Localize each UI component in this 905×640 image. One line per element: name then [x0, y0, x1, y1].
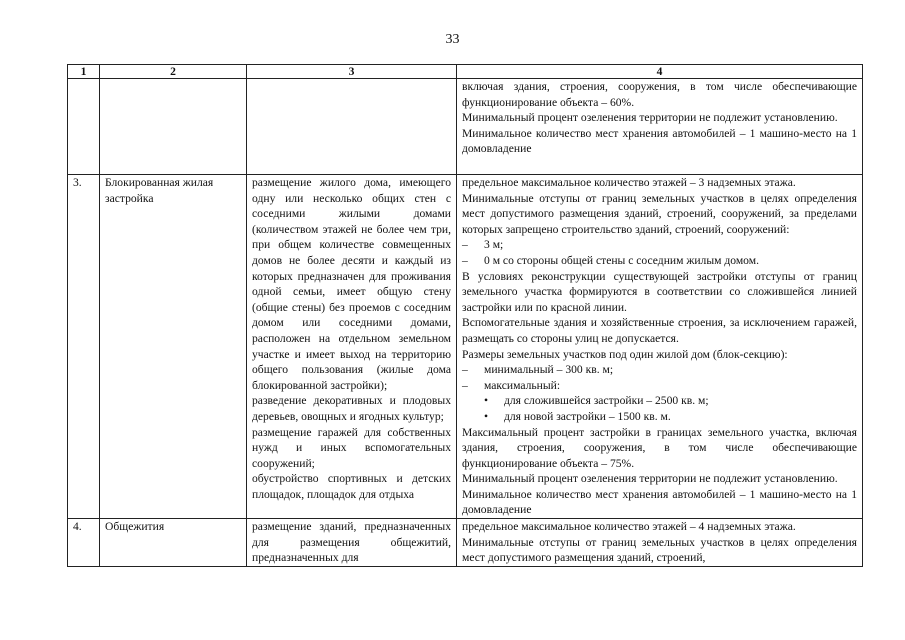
param-text: Минимальное количество мест хранения автомобилей – 1 машино-место на 1 домовладение [462, 487, 857, 517]
use-text: размещение гаражей для собственных нужд и иных вспомогательных сооружений; [252, 425, 451, 470]
header-col-1: 1 [68, 65, 100, 79]
cell-name [100, 79, 247, 175]
param-text: Размеры земельных участков под один жилой дом (блок-секцию): [462, 347, 788, 361]
cell-params [457, 79, 863, 175]
bullet-marker: • [484, 409, 489, 423]
param-text: Максимальный процент застройки в границах земельного участка, включая здания, строения, сооружения, в том числе обеспечивающие функционирование объекта – 75%. [462, 425, 857, 470]
row-number: 4. [68, 519, 100, 567]
param-text: предельное максимальное количество этажей – 4 надземных этажа. [462, 520, 796, 534]
bullet-item: • для сложившейся застройки – 2500 кв. м; [484, 394, 709, 408]
param-text: Минимальное количество мест хранения автомобилей – 1 машино-место на 1 домовладение [462, 126, 857, 156]
row-name: Блокированная жилая застройка [100, 175, 247, 519]
table-row-continuation [68, 79, 863, 175]
table-row-4 [68, 519, 863, 567]
param-text: включая здания, строения, сооружения, в том числе обеспечивающие функционирование объекта – 60%. [462, 80, 857, 109]
dash-marker: – [462, 238, 468, 252]
param-text: предельное максимальное количество этажей – 3 надземных этажа. [462, 176, 796, 189]
param-text: Минимальный процент озеленения территории не подлежит установлению. [462, 111, 838, 125]
param-text: Минимальный процент озеленения территории не подлежит установлению. [462, 472, 838, 486]
param-text: Минимальные отступы от границ земельных участков в целях определения мест допустимого размещения зданий, строений, [462, 535, 857, 565]
dash-marker: – [462, 253, 468, 267]
use-text: обустройство спортивных и детских площадок, площадок для отдыха [252, 472, 451, 501]
dash-marker: – [462, 363, 468, 377]
table-row-3 [68, 175, 863, 519]
row-name: Общежития [100, 519, 247, 567]
cell-params [457, 519, 863, 567]
header-col-3: 3 [247, 65, 457, 79]
cell-params [457, 175, 863, 519]
header-col-2: 2 [100, 65, 247, 79]
use-text: размещение зданий, предназначенных для размещения общежитий, предназначенных для [252, 520, 451, 565]
cell-use [247, 519, 457, 567]
cell-num [68, 79, 100, 175]
bullet-item: • для новой застройки – 1500 кв. м. [484, 409, 671, 423]
dash-item: – 0 м со стороны общей стены с соседним жилым домом. [462, 253, 759, 267]
param-text: В условиях реконструкции существующей застройки отступы от границ земельного участка формируются в соответствии со сложившейся линией застройки или по красной линии. [462, 269, 857, 314]
cell-use [247, 79, 457, 175]
regulations-table [67, 64, 863, 567]
bullet-marker: • [484, 394, 489, 408]
cell-use [247, 175, 457, 519]
dash-item: – минимальный – 300 кв. м; [462, 363, 614, 377]
use-text: размещение жилого дома, имеющего одну или несколько общих стен с соседними жилыми домами (количеством этажей не более чем три, при общем количестве совмещенных домов не более десяти и каждый из которых предназначен для проживания одной семьи, имеет общую стену (общие стены) без проемов с соседним домом или соседними домами, расположен на отдельном земельном участке и имеет выход на территорию общего пользования (жилые дома блокированной застройки); [252, 176, 451, 392]
param-text: Вспомогательные здания и хозяйственные строения, за исключением гаражей, размещать со стороны улиц не допускается. [462, 316, 857, 345]
dash-marker: – [462, 378, 468, 392]
param-text: Минимальные отступы от границ земельных участков в целях определения мест допустимого размещения зданий, строений, сооружений, за пределами которых запрещено строительство зданий, строений, сооружений: [462, 191, 857, 236]
row-number: 3. [68, 175, 100, 519]
dash-item: – 3 м; [462, 238, 504, 252]
page-number: 33 [445, 32, 460, 47]
dash-item: – максимальный: [462, 378, 561, 392]
use-text: разведение декоративных и плодовых деревьев, овощных и ягодных культур; [252, 394, 451, 423]
table-header-row [68, 65, 863, 79]
header-col-4: 4 [457, 65, 863, 79]
